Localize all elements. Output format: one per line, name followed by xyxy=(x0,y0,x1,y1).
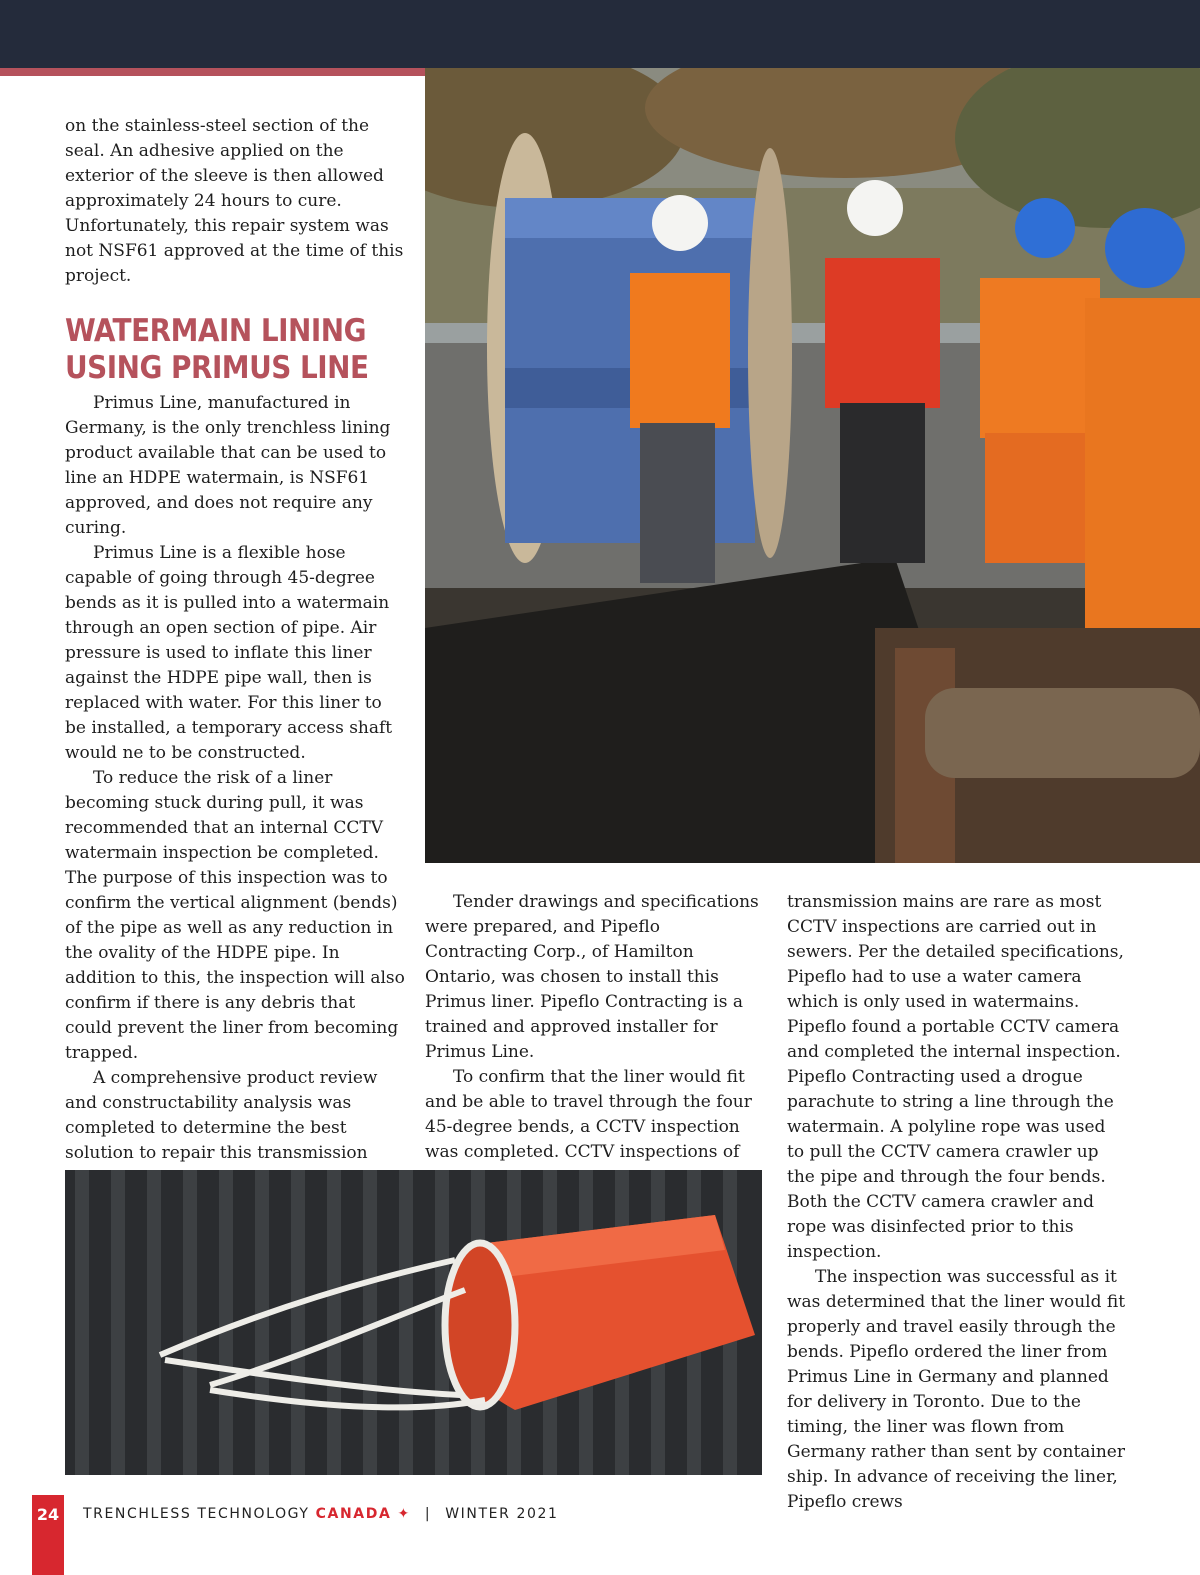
header-accent-stripe xyxy=(0,68,428,76)
heading-line: WATERMAIN LINING xyxy=(65,313,366,349)
article-column-2 xyxy=(425,890,760,1190)
paragraph: To confirm that the liner would fit and be able to travel through the four 45-degree bends, a CCTV inspection was completed. CCTV inspections of xyxy=(425,1067,752,1162)
drogue-parachute-photo xyxy=(65,1170,762,1475)
footer-separator: | xyxy=(424,1506,432,1522)
paragraph: A comprehensive product review and constructability analysis was completed to determine the best solution to repair this transmission xyxy=(65,1068,378,1163)
page-number: 24 xyxy=(36,1505,60,1524)
header-bar xyxy=(0,0,1200,68)
crew-photo-illustration xyxy=(425,68,1200,863)
publication-country: CANADA xyxy=(315,1506,392,1522)
article-column-1 xyxy=(65,114,405,1241)
paragraph: Tender drawings and specifications were prepared, and Pipeflo Contracting Corp., of Hamilton Ontario, was chosen to install this Primus liner. Pipeflo Contracting is a trained and approved installer for Primus Line. xyxy=(425,892,759,1062)
heading-line: USING PRIMUS LINE xyxy=(65,350,369,386)
maple-leaf-icon: ✦ xyxy=(397,1506,411,1522)
paragraph: transmission mains are rare as most CCTV inspections are carried out in sewers. Per the detailed specifications, Pipeflo had to use a water camera which is only used in watermains. Pipeflo found a portable CCTV camera and completed the internal inspection. Pipeflo Contracting used a drogue parachute to string a line through the watermain. A polyline rope was used to pull the CCTV camera crawler up the pipe and through the four bends. Both the CCTV camera crawler and rope was disinfected prior to this inspection. xyxy=(787,892,1124,1262)
article-column-3 xyxy=(787,890,1127,1515)
paragraph: To reduce the risk of a liner becoming stuck during pull, it was recommended that an internal CCTV watermain inspection be completed. The purpose of this inspection was to confirm the vertical alignment (bends) of the pipe as well as any reduction in the ovality of the HDPE pipe. In addition to this, the inspection will also confirm if there is any debris that could prevent the liner from becoming trapped. xyxy=(65,768,405,1063)
publication-name: TRENCHLESS TECHNOLOGY xyxy=(83,1506,310,1522)
drogue-photo-illustration xyxy=(65,1170,762,1475)
paragraph: Primus Line is a flexible hose capable of going through 45-degree bends as it is pulled into a watermain through an open section of pipe. Air pressure is used to inflate this liner against the HDPE pipe wall, then is replaced with water. For this liner to be installed, a temporary access shaft would ne to be constructed. xyxy=(65,543,393,763)
paragraph: on the stainless-steel section of the seal. An adhesive applied on the exterior of the sleeve is then allowed approximately 24 hours to cure. Unfortunately, this repair system was not NSF61 approved at the time of this project. xyxy=(65,116,404,286)
paragraph: Primus Line, manufactured in Germany, is the only trenchless lining product available that can be used to line an HDPE watermain, is NSF61 approved, and does not require any curing. xyxy=(65,393,391,538)
footer-publication-line xyxy=(83,1506,558,1522)
section-heading xyxy=(65,313,405,387)
paragraph: The inspection was successful as it was determined that the liner would fit properly and travel easily through the bends. Pipeflo ordered the liner from Primus Line in Germany and planned for delivery in Toronto. Due to the timing, the liner was flown from Germany rather than sent by container ship. In advance of receiving the liner, Pipeflo crews xyxy=(787,1267,1126,1512)
page-footer xyxy=(0,1495,1200,1575)
crew-liner-reel-photo xyxy=(425,68,1200,863)
issue-date: WINTER 2021 xyxy=(445,1506,559,1522)
